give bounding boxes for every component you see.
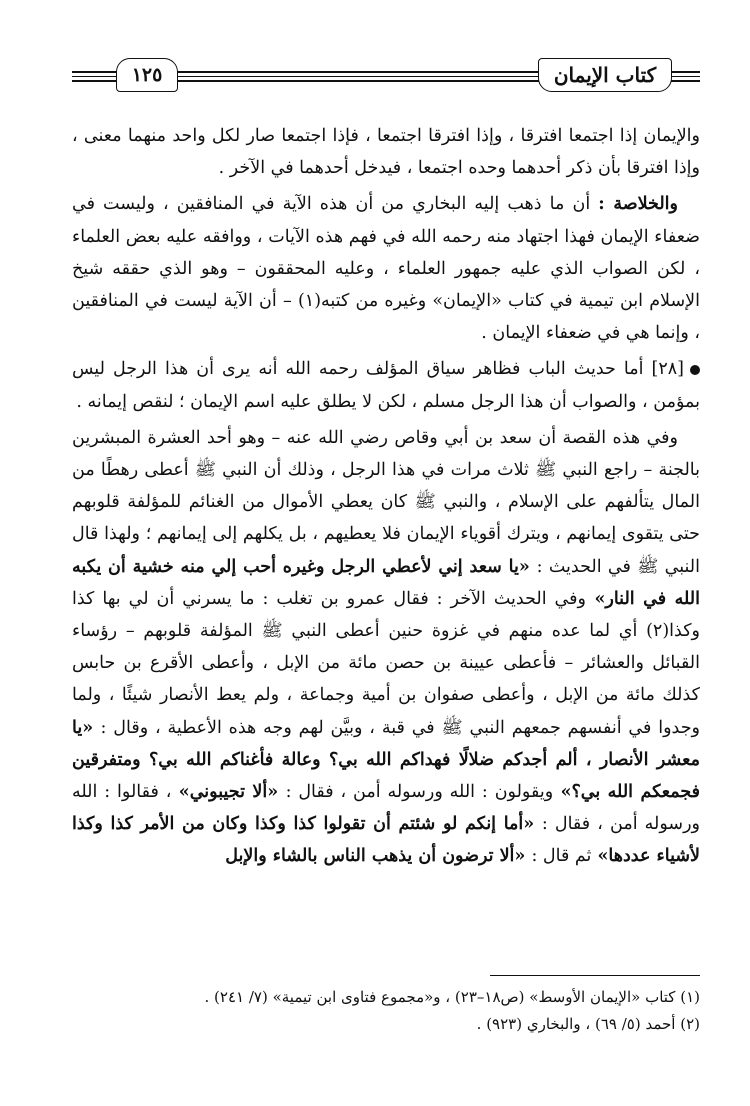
paragraph — [72, 353, 700, 417]
paragraph-text: [٢٨] أما حديث الباب فظاهر سياق المؤلف رحمه الله أنه يرى أن هذا الرجل ليس بمؤمن ، والصواب أن هذا الرجل مسلم ، لكن لا يطلق عليه اسم الإيمان ؛ لنقص إيمانه . — [72, 359, 700, 412]
page-number: ١٢٥ — [116, 58, 178, 92]
paragraph-text: ويقولون : الله ورسوله أمن ، فقال : — [285, 782, 554, 803]
paragraph-text: وفي هذه القصة أن سعد بن أبي وقاص رضي الله عنه – وهو أحد العشرة المبشرين بالجنة – راجع النبي ﷺ ثلاث مرات في هذا الرجل ، وذلك أن النبي ﷺ أعطى رهطًا من المال يتألفهم على الإسلام ، والنبي ﷺ كان يعطي الأموال من الغنائم للمؤلفة قلوبهم حتى يتقوى إيمانهم ، ويترك أقوياء الإيمان فلا يعطيهم ، بل يكلهم إلى إيمانهم ؛ ولهذا قال النبي ﷺ في الحديث : — [72, 427, 701, 577]
footnote: (٢) أحمد (٥/ ٦٩) ، والبخاري (٩٢٣) . — [476, 1015, 700, 1033]
paragraph — [72, 188, 700, 349]
page — [72, 50, 700, 1070]
summary-lead: والخلاصة : — [598, 194, 678, 215]
paragraph-text: وفي الحديث الآخر : فقال عمرو بن تغلب : ما يسرني أن لي بها كذا وكذا(٢) أي لما عده منهم في غزوة حنين أعطى النبي ﷺ المؤلفة قلوبهم – رؤساء القبائل والعشائر – فأعطى عيينة بن حصن مائة من الإبل ، وأعطى الأقرع بن حابس كذلك مائة من الإبل ، وأعطى صفوان بن أمية وجماعة ، ولم يعط الأنصار شيئًا ، ولما وجدوا في أنفسهم جمعهم النبي ﷺ في قبة ، وبيَّن لهم وجه هذه الأعطية ، وقال : — [72, 588, 700, 738]
hadith-quote: «ألا تجيبوني» — [171, 782, 286, 803]
chapter-title: كتاب الإيمان — [538, 58, 672, 92]
paragraph — [72, 422, 700, 873]
footnote-rule — [490, 975, 700, 976]
paragraph-text: أن ما ذهب إليه البخاري من أن هذه الآية في المنافقين ، وليست في ضعفاء الإيمان فهذا اجتهاد منه رحمه الله في فهم هذه الآيات ، ووافقه عليه بعض العلماء ، لكن الصواب الذي عليه جمهور العلماء ، وعليه المحققون – وهو الذي حققه شيخ الإسلام ابن تيمية في كتاب «الإيمان» وغيره من كتبه(١) – أن الآية ليست في المنافقين ، وإنما هي في ضعفاء الإيمان . — [72, 194, 700, 344]
paragraph-text: والإيمان إذا اجتمعا افترقا ، وإذا افترقا اجتمعا ، فإذا اجتمعا صار لكل واحد منهما معنى ، وإذا افترقا بأن ذكر أحدهما وحده اجتمعا ، فيدخل أحدهما في الآخر . — [72, 126, 700, 179]
hadith-quote: «أما إنكم لو شئتم أن تقولوا كذا وكذا وكان من الأمر كذا وكذا لأشياء عددها» — [72, 814, 700, 867]
hadith-quote: «يا سعد إني لأعطي الرجل وغيره أحب إلي منه خشية أن يكبه الله في النار» — [72, 556, 700, 609]
bullet-icon — [690, 365, 700, 375]
running-header — [72, 50, 700, 100]
main-text — [72, 120, 700, 873]
paragraph-text: ، فقالوا : الله ورسوله أمن ، فقال : — [72, 782, 700, 835]
footnote: (١) كتاب «الإيمان الأوسط» (ص١٨–٢٣) ، و«مجموع فتاوى ابن تيمية» (٧/ ٢٤١) . — [204, 988, 700, 1006]
paragraph — [72, 120, 700, 184]
hadith-quote: «يا معشر الأنصار ، ألم أجدكم ضلالًا فهداكم الله بي؟ وعالة فأغناكم الله بي؟ ومتفرقين فجمعكم الله بي؟» — [72, 717, 700, 803]
hadith-quote: «ألا ترضون أن يذهب الناس بالشاء والإبل — [225, 846, 532, 867]
paragraph-text: ثم قال : — [531, 846, 592, 867]
footnotes — [72, 975, 700, 1038]
